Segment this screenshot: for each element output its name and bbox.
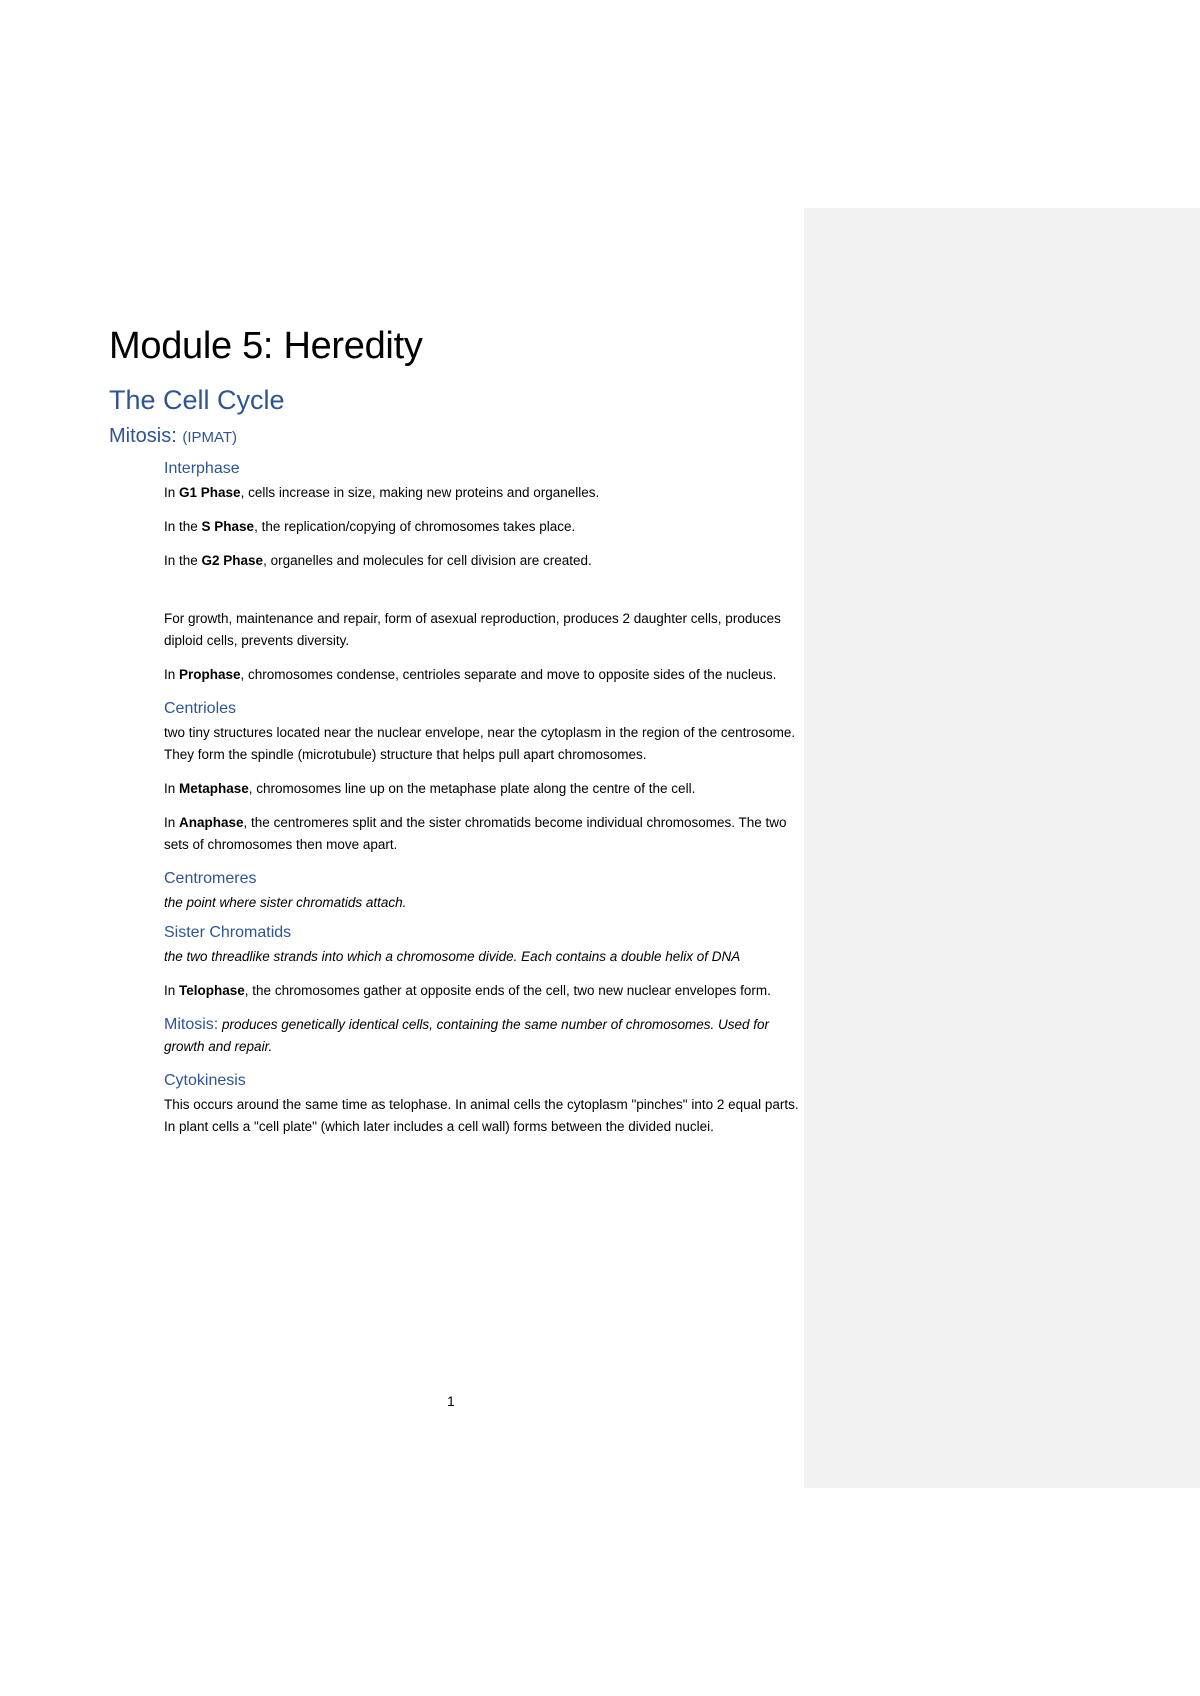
heading-mitosis-note: (IPMAT) bbox=[182, 429, 238, 446]
heading-centromeres: Centromeres bbox=[164, 870, 257, 887]
g1-term: G1 Phase bbox=[179, 485, 241, 500]
paragraph-s-phase bbox=[164, 516, 804, 538]
mitosis-section bbox=[164, 458, 804, 1138]
mitosis-summary-text: produces genetically identical cells, containing the same number of chromosomes. Used for growth and repair. bbox=[164, 1017, 770, 1054]
document-title: Module 5: Heredity bbox=[109, 325, 423, 367]
paragraph-mitosis-summary bbox=[164, 1014, 804, 1058]
heading-centrioles: Centrioles bbox=[164, 700, 237, 717]
heading-cell-cycle: The Cell Cycle bbox=[109, 385, 285, 415]
paragraph-g2-phase bbox=[164, 550, 804, 572]
metaphase-pre: In bbox=[164, 781, 180, 796]
heading-interphase: Interphase bbox=[164, 460, 240, 477]
g1-pre: In bbox=[164, 485, 180, 500]
paragraph-centrioles: two tiny structures located near the nuclear envelope, near the cytoplasm in the region of the centrosome. They form the spindle (microtubule) structure that helps pull apart chromosomes. bbox=[164, 725, 796, 762]
telophase-term: Telophase bbox=[179, 983, 245, 998]
prophase-post: , chromosomes condense, centrioles separate and move to opposite sides of the nucleus. bbox=[240, 667, 777, 682]
heading-sister-chromatids: Sister Chromatids bbox=[164, 924, 292, 941]
anaphase-term: Anaphase bbox=[179, 815, 244, 830]
anaphase-post: , the centromeres split and the sister chromatids become individual chromosomes. The two sets of chromosomes then move apart. bbox=[164, 815, 787, 852]
heading-mitosis bbox=[109, 422, 809, 452]
paragraph-sister-chromatids: the two threadlike strands into which a chromosome divide. Each contains a double helix of DNA bbox=[164, 949, 741, 964]
prophase-term: Prophase bbox=[179, 667, 241, 682]
metaphase-term: Metaphase bbox=[179, 781, 249, 796]
metaphase-post: , chromosomes line up on the metaphase plate along the centre of the cell. bbox=[248, 781, 696, 796]
prophase-pre: In bbox=[164, 667, 180, 682]
paragraph-g1-phase bbox=[164, 482, 804, 504]
page-number: 1 bbox=[447, 1393, 455, 1409]
document-body bbox=[109, 320, 809, 1150]
paragraph-telophase bbox=[164, 980, 804, 1002]
s-post: , the replication/copying of chromosomes takes place. bbox=[254, 519, 576, 534]
paragraph-mitosis-purpose: For growth, maintenance and repair, form of asexual reproduction, produces 2 daughter cells, produces diploid cells, prevents diversity. bbox=[164, 611, 781, 648]
heading-cytokinesis: Cytokinesis bbox=[164, 1072, 246, 1089]
paragraph-anaphase bbox=[164, 812, 804, 856]
g2-pre: In the bbox=[164, 553, 202, 568]
paragraph-cytokinesis: This occurs around the same time as telophase. In animal cells the cytoplasm "pinches" into 2 equal parts. In plant cells a "cell plate" (which later includes a cell wall) forms between the divided nuclei. bbox=[164, 1097, 799, 1134]
heading-mitosis-label: Mitosis: bbox=[109, 425, 183, 447]
mitosis-summary-heading: Mitosis: bbox=[164, 1016, 219, 1033]
paragraph-prophase bbox=[164, 664, 804, 686]
telophase-post: , the chromosomes gather at opposite ends of the cell, two new nuclear envelopes form. bbox=[244, 983, 771, 998]
spacer bbox=[164, 584, 804, 608]
telophase-pre: In bbox=[164, 983, 180, 998]
comment-pane bbox=[804, 208, 1200, 1488]
paragraph-metaphase bbox=[164, 778, 804, 800]
g2-post: , organelles and molecules for cell division are created. bbox=[263, 553, 592, 568]
s-pre: In the bbox=[164, 519, 202, 534]
paragraph-centromeres: the point where sister chromatids attach. bbox=[164, 895, 407, 910]
s-term: S Phase bbox=[201, 519, 255, 534]
g2-term: G2 Phase bbox=[201, 553, 264, 568]
anaphase-pre: In bbox=[164, 815, 180, 830]
g1-post: , cells increase in size, making new proteins and organelles. bbox=[240, 485, 600, 500]
